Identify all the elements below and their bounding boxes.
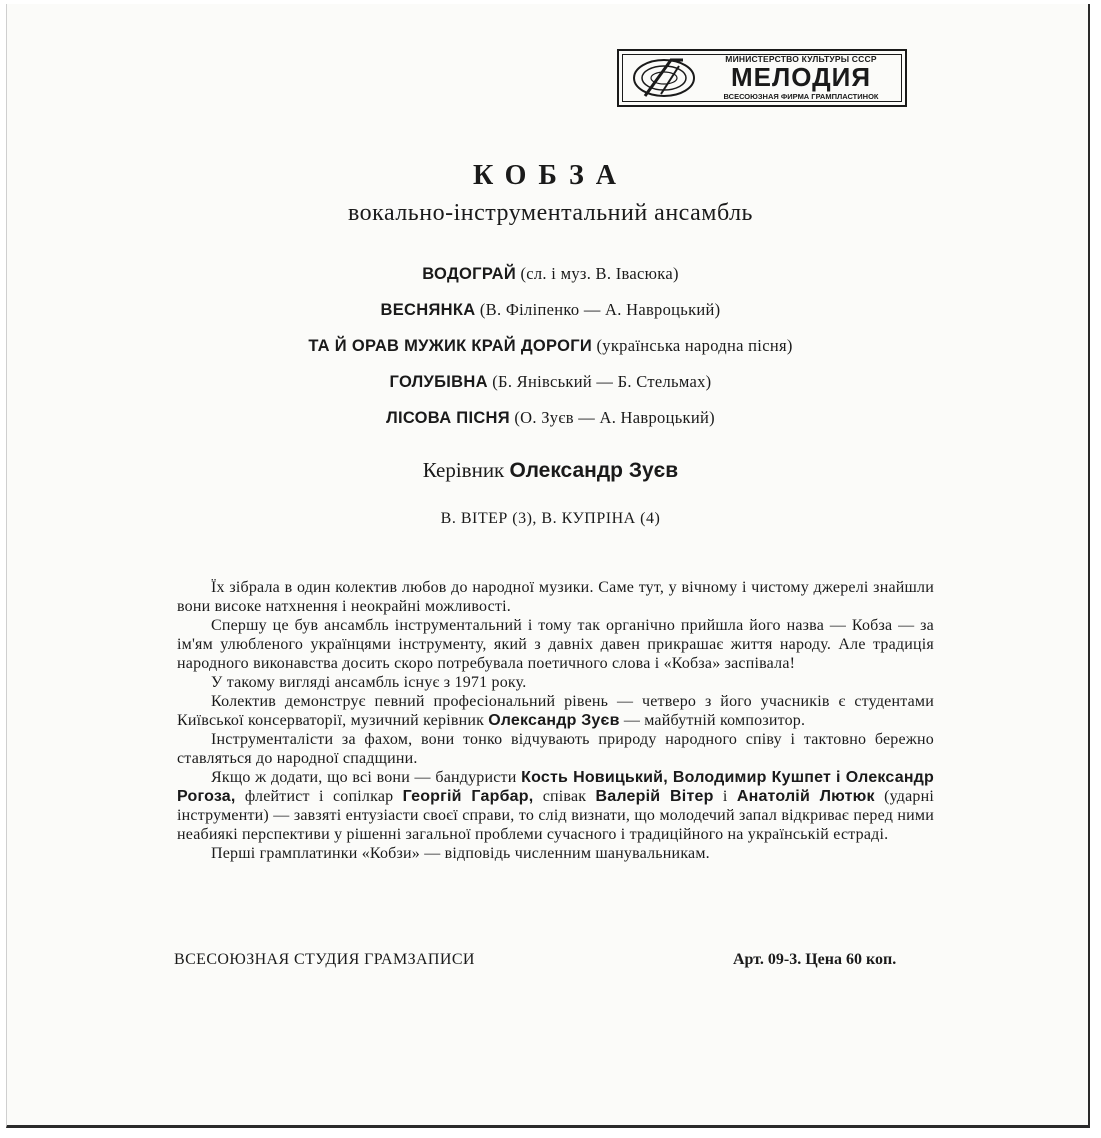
track-item	[0, 370, 1101, 406]
paragraph: У такому вигляді ансамбль існує з 1971 року.	[211, 674, 527, 691]
track-title: ТА Й ОРАВ МУЖИК КРАЙ ДОРОГИ	[308, 337, 593, 355]
text-run: (ударні інструменти) — завзяті ентузіасти своєї справи, то слід визнати, що молодечий запал відкриває перед ними неабиякі перспективи у рішенні загальної проблеми сучасного і традиційного на українській естраді.	[177, 788, 935, 843]
track-item	[0, 406, 1101, 442]
track-credit: (українська народна пісня)	[596, 336, 793, 355]
album-subtitle: вокально-інструментальний ансамбль	[348, 200, 753, 226]
text-run: — майбутній композитор.	[623, 712, 806, 729]
leader-label: Керівник	[422, 458, 505, 482]
melodiya-logo	[617, 49, 907, 107]
soloists-line: В. ВІТЕР (3), В. КУПРІНА (4)	[440, 510, 661, 527]
text-run: Колектив демонструє певний професіональний рівень — четверо з його учасників є студентами Київської консерваторії, музичний керівник	[177, 693, 934, 729]
text-run: Якщо ж додати, що всі вони — бандуристи	[211, 769, 517, 786]
track-title: ВЕСНЯНКА	[380, 301, 476, 319]
track-credit: (В. Філіпенко — А. Навроцький)	[479, 300, 721, 319]
track-credit: (Б. Янівський — Б. Стельмах)	[492, 372, 712, 391]
catalog-price: Арт. 09-3. Цена 60 коп.	[733, 951, 897, 968]
track-item	[0, 334, 1101, 370]
studio-name: ВСЕСОЮЗНАЯ СТУДИЯ ГРАМЗАПИСИ	[174, 951, 475, 968]
paragraph: Перші грамплатинки «Кобзи» — відповідь численним шанувальникам.	[211, 845, 710, 862]
paragraph: Інструменталісти за фахом, вони тонко відчувають природу народного співу і тактовно бережно ставляться до народної спадщини.	[177, 731, 934, 767]
text-run: флейтист і сопілкар	[244, 788, 394, 805]
person-name: Георгій Гарбар,	[402, 788, 534, 805]
paragraph	[177, 692, 934, 730]
logo-brand: МЕЛОДИЯ	[730, 62, 872, 92]
track-title: ВОДОГРАЙ	[422, 265, 517, 283]
track-title: ЛІСОВА ПІСНЯ	[386, 409, 510, 427]
person-name: Анатолій Лютюк	[736, 788, 875, 805]
track-credit: (О. Зуєв — А. Навроцький)	[514, 408, 715, 427]
track-list	[0, 262, 1101, 442]
melodiya-emblem-icon	[631, 56, 697, 100]
text-run: і	[722, 788, 728, 805]
person-name: Валерій Вітер	[595, 788, 714, 805]
paragraph: Спершу це був ансамбль інструментальний і тому так органічно прийшла його назва — Кобза — за ім'ям улюбленого українцями інструменту, який з давніх давен прикрашає життя народу. Але традиція народного виконавства досить скоро потребувала поетичного слова і «Кобза» заспівала!	[177, 617, 934, 672]
person-name: Кость Новицький, Володимир Кушпет і Олександр Рогоза,	[177, 769, 935, 805]
leader-name: Олександр Зуєв	[509, 459, 679, 482]
track-item	[0, 262, 1101, 298]
logo-ministry-line: МИНИСТЕРСТВО КУЛЬТУРЫ СССР	[725, 54, 877, 64]
track-title: ГОЛУБІВНА	[389, 373, 488, 391]
track-credit: (сл. і муз. В. Івасюка)	[520, 264, 679, 283]
leader-line	[0, 458, 1101, 483]
text-run: співак	[542, 788, 587, 805]
paragraph	[177, 768, 934, 844]
album-title: КОБЗА	[473, 160, 628, 191]
liner-notes	[177, 578, 934, 863]
paragraph: Їх зібрала в один колектив любов до народної музики. Саме тут, у вічному і чистому джерелі знайшли вони високе натхнення і неокрайні можливості.	[177, 579, 934, 615]
track-item	[0, 298, 1101, 334]
logo-company-line: ВСЕСОЮЗНАЯ ФИРМА ГРАМПЛАСТИНОК	[723, 92, 879, 101]
person-name: Олександр Зуєв	[488, 712, 620, 729]
